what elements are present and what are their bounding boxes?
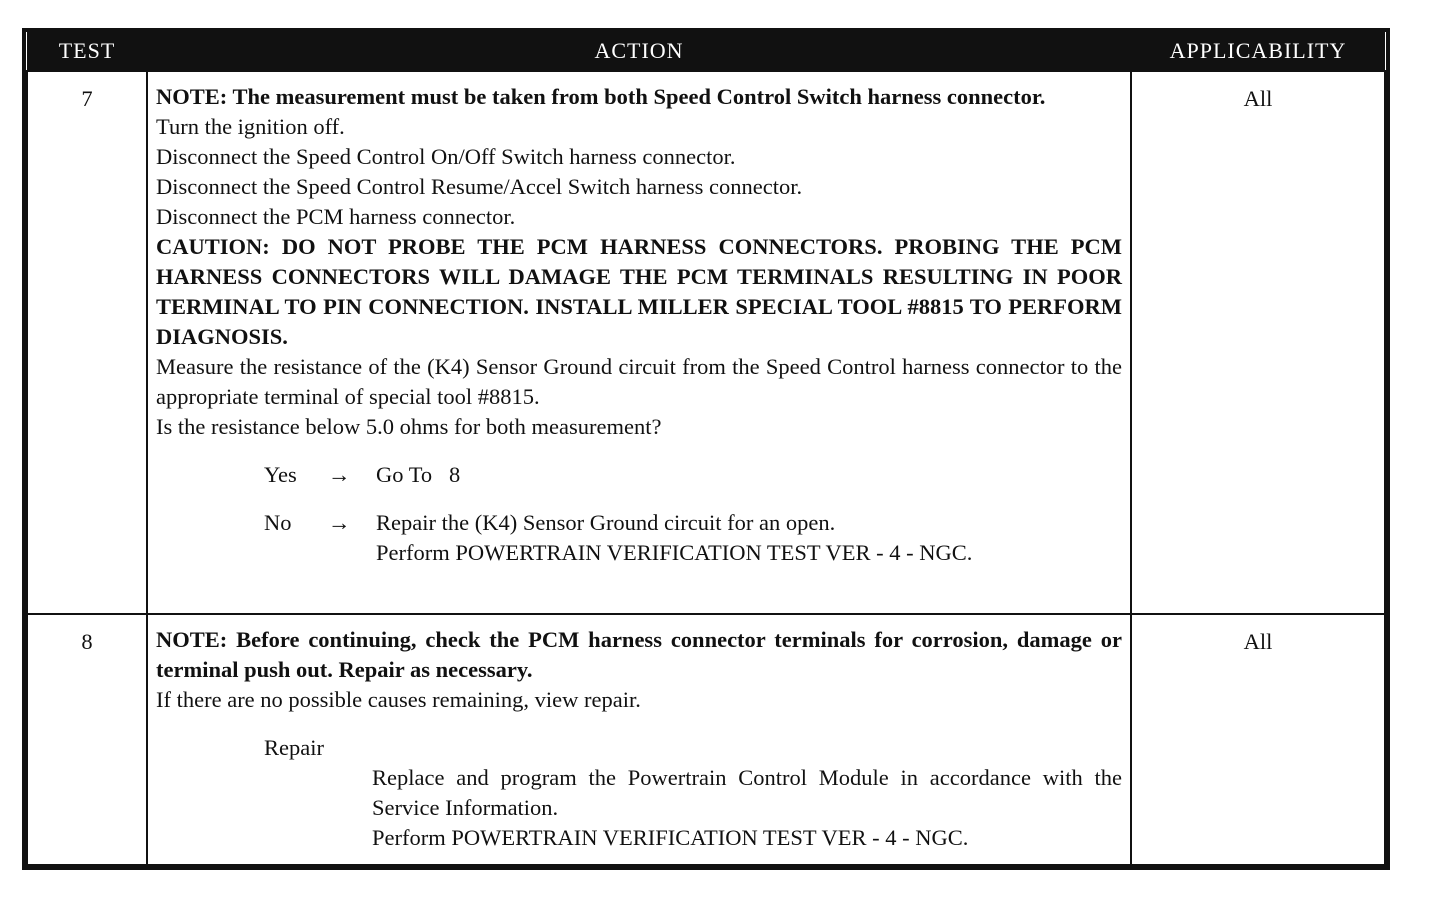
step-text: Turn the ignition off. — [156, 114, 345, 139]
note-text: NOTE: The measurement must be taken from both Speed Control Switch harness connector. — [156, 84, 1046, 109]
table-row — [27, 71, 1385, 614]
test-number: 7 — [27, 71, 147, 614]
yes-label: Yes — [264, 462, 297, 487]
step-text: Disconnect the Speed Control On/Off Switch harness connector. — [156, 144, 736, 169]
repair-line: Replace and program the Powertrain Control Module in accordance with the Service Information. — [372, 765, 1122, 820]
arrow-right-icon: → — [328, 510, 351, 535]
action-cell — [147, 71, 1131, 614]
action-cell — [147, 614, 1131, 865]
note-text: NOTE: Before continuing, check the PCM harness connector terminals for corrosion, damage or terminal push out. Repair as necessary. — [156, 627, 1122, 682]
no-branch — [264, 508, 1122, 568]
step-text: Disconnect the PCM harness connector. — [156, 204, 516, 229]
test-number: 8 — [27, 614, 147, 865]
no-result — [376, 508, 1122, 568]
caution-text: CAUTION: DO NOT PROBE THE PCM HARNESS CONNECTORS. PROBING THE PCM HARNESS CONNECTORS WILL DAMAGE THE PCM TERMINALS RESULTING IN POOR TERMINAL TO PIN CONNECTION. INSTALL MILLER SPECIAL TOOL #8815 TO PERFORM DIAGNOSIS. — [156, 234, 1122, 349]
header-test: TEST — [27, 32, 147, 71]
measure-text: Measure the resistance of the (K4) Sensor Ground circuit from the Speed Control harness connector to the appropriate terminal of special tool #8815. — [156, 354, 1122, 409]
repair-label: Repair — [264, 735, 324, 760]
header-row — [27, 32, 1385, 71]
applicability-value: All — [1131, 71, 1385, 614]
repair-text — [372, 763, 1122, 853]
step-text: Disconnect the Speed Control Resume/Accel Switch harness connector. — [156, 174, 803, 199]
diagnostic-table-frame — [22, 28, 1390, 870]
applicability-value: All — [1131, 614, 1385, 865]
arrow-right-icon: → — [328, 462, 351, 487]
header-action: ACTION — [147, 32, 1131, 71]
repair-line: Perform POWERTRAIN VERIFICATION TEST VER - 4 - NGC. — [372, 825, 969, 850]
yes-result: Go To 8 — [376, 462, 461, 487]
info-text: If there are no possible causes remaining, view repair. — [156, 687, 641, 712]
yes-branch — [264, 460, 1122, 490]
no-result-line: Perform POWERTRAIN VERIFICATION TEST VER - 4 - NGC. — [376, 540, 973, 565]
diagnostic-table — [26, 32, 1386, 866]
header-applicability: APPLICABILITY — [1131, 32, 1385, 71]
no-result-line: Repair the (K4) Sensor Ground circuit for an open. — [376, 510, 836, 535]
table-row — [27, 614, 1385, 865]
no-label: No — [264, 510, 292, 535]
question-text: Is the resistance below 5.0 ohms for both measurement? — [156, 414, 662, 439]
